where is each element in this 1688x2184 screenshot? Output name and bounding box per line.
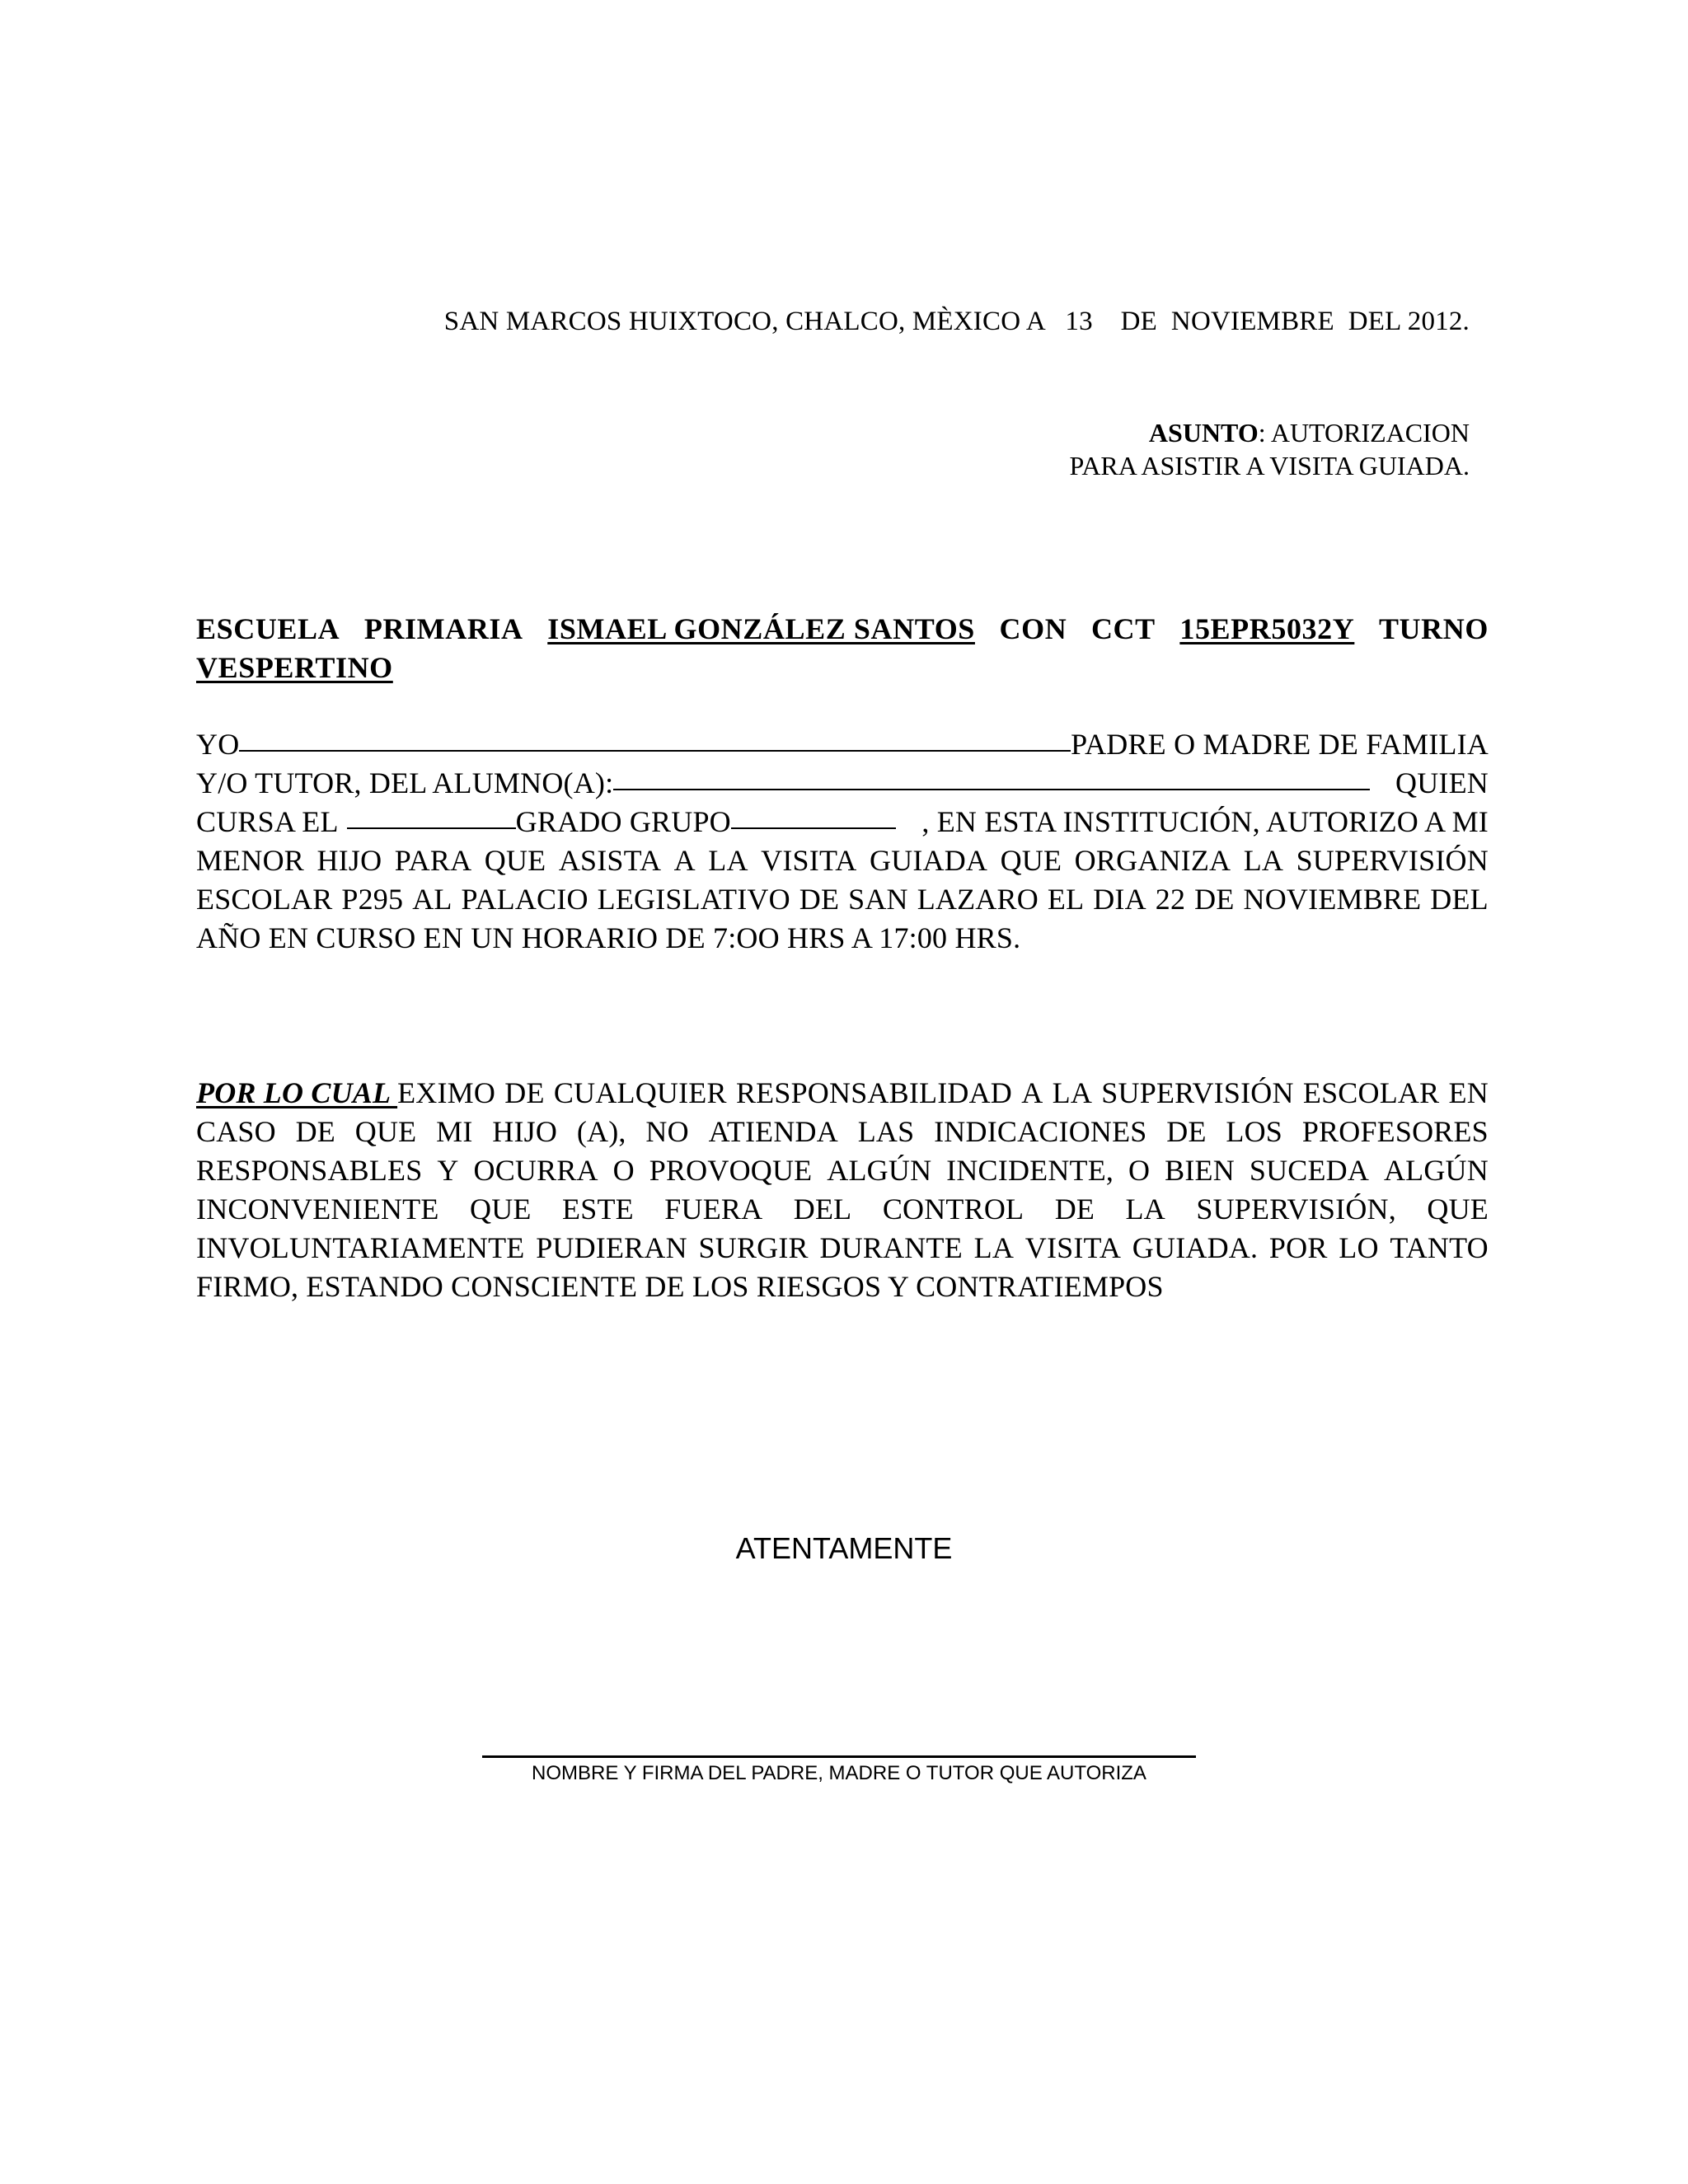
word: ESCOLAR bbox=[196, 883, 333, 916]
word: ESCOLAR bbox=[1302, 1076, 1440, 1109]
yo-label: YO bbox=[196, 728, 240, 761]
word: PALACIO bbox=[461, 883, 588, 916]
word: VISITA bbox=[761, 844, 857, 877]
word: DE bbox=[1194, 883, 1235, 916]
word: SUPERVISIÓN, bbox=[1196, 1193, 1396, 1226]
liability-paragraph bbox=[196, 1074, 1489, 1306]
word: ALGÚN bbox=[1383, 1154, 1489, 1187]
subject-value: : AUTORIZACION bbox=[1258, 418, 1470, 448]
word: QUE bbox=[470, 1193, 532, 1226]
word: O bbox=[612, 1154, 635, 1187]
word: DE bbox=[295, 1115, 335, 1148]
word: SUPERVISIÓN bbox=[1296, 844, 1489, 877]
paragraph-line bbox=[196, 725, 1489, 764]
word: INCIDENTE, bbox=[946, 1154, 1114, 1187]
word: LA bbox=[1243, 844, 1284, 877]
word: BIEN bbox=[1165, 1154, 1235, 1187]
paragraph-line bbox=[196, 841, 1489, 880]
grade-field[interactable] bbox=[347, 803, 516, 829]
por-lo-cual: POR LO CUAL bbox=[196, 1076, 398, 1109]
word: PARA bbox=[394, 844, 472, 877]
word: LA bbox=[708, 844, 748, 877]
word: TANTO bbox=[1390, 1231, 1489, 1264]
word: POR bbox=[1268, 1231, 1328, 1264]
paragraph-line bbox=[196, 1074, 1489, 1113]
word: DEL bbox=[793, 1193, 852, 1226]
word: ORGANIZA bbox=[1074, 844, 1231, 877]
word: INVOLUNTARIAMENTE bbox=[196, 1231, 525, 1264]
word: A bbox=[673, 844, 696, 877]
subject-block bbox=[1069, 416, 1470, 482]
word: LEGISLATIVO bbox=[597, 883, 790, 916]
word: QUE bbox=[354, 1115, 417, 1148]
word: AL bbox=[412, 883, 452, 916]
paragraph-line bbox=[196, 880, 1489, 919]
signature-line[interactable] bbox=[482, 1755, 1196, 1758]
word: EXIMO bbox=[397, 1076, 496, 1109]
word: FUERA bbox=[664, 1193, 763, 1226]
word: HIJO bbox=[316, 844, 382, 877]
school-cct: 15EPR5032Y bbox=[1179, 612, 1355, 645]
word: LAZARO bbox=[917, 883, 1039, 916]
school-word: ESCUELA bbox=[196, 612, 340, 645]
word: DIA bbox=[1093, 883, 1146, 916]
paragraph-line: FIRMO, ESTANDO CONSCIENTE DE LOS RIESGOS Y CONTRATIEMPOS bbox=[196, 1270, 1164, 1303]
group-field[interactable] bbox=[731, 803, 896, 829]
tutor-label: Y/O TUTOR, DEL ALUMNO(A): bbox=[196, 766, 614, 799]
word: MI bbox=[436, 1115, 473, 1148]
signature-caption: NOMBRE Y FIRMA DEL PADRE, MADRE O TUTOR QUE AUTORIZA bbox=[532, 1762, 1146, 1784]
word: CUALQUIER bbox=[553, 1076, 727, 1109]
word: PROFESORES bbox=[1301, 1115, 1489, 1148]
quien-label: QUIEN bbox=[1395, 766, 1489, 799]
word: LO bbox=[1339, 1231, 1379, 1264]
student-name-field[interactable] bbox=[613, 764, 1370, 790]
word: EL bbox=[1047, 883, 1085, 916]
word: CONTROL bbox=[882, 1193, 1025, 1226]
authorization-paragraph bbox=[196, 725, 1489, 958]
grado-grupo-label: GRADO GRUPO bbox=[515, 805, 731, 838]
word: SUCEDA bbox=[1249, 1154, 1370, 1187]
paragraph-line: AÑO EN CURSO EN UN HORARIO DE 7:OO HRS A 17:00 HRS. bbox=[196, 921, 1021, 954]
word: LA bbox=[1052, 1076, 1093, 1109]
word: NO bbox=[645, 1115, 689, 1148]
word: QUE bbox=[1427, 1193, 1489, 1226]
word: LA bbox=[973, 1231, 1015, 1264]
word: GUIADA. bbox=[1132, 1231, 1259, 1264]
word: (A), bbox=[576, 1115, 626, 1148]
word: PUDIERAN bbox=[536, 1231, 687, 1264]
school-word: TURNO bbox=[1378, 612, 1489, 645]
word: ATIENDA bbox=[708, 1115, 838, 1148]
word: QUE bbox=[484, 844, 546, 877]
paragraph-line bbox=[196, 1190, 1489, 1229]
word: ASISTA bbox=[558, 844, 662, 877]
paragraph-line bbox=[196, 1113, 1489, 1151]
cursa-label: CURSA EL bbox=[196, 805, 339, 838]
date-line: SAN MARCOS HUIXTOCO, CHALCO, MÈXICO A 13 DE NOVIEMBRE DEL 2012. bbox=[443, 307, 1470, 336]
word: DURANTE bbox=[819, 1231, 963, 1264]
word: 22 bbox=[1155, 883, 1186, 916]
school-heading bbox=[196, 610, 1489, 687]
word: RESPONSABILIDAD bbox=[735, 1076, 1012, 1109]
word: PROVOQUE bbox=[649, 1154, 813, 1187]
subject-line-2: PARA ASISTIR A VISITA GUIADA. bbox=[1069, 451, 1470, 480]
word: NOVIEMBRE bbox=[1243, 883, 1422, 916]
school-name: ISMAEL GONZÁLEZ SANTOS bbox=[547, 612, 975, 645]
word: OCURRA bbox=[473, 1154, 598, 1187]
paragraph-line bbox=[196, 764, 1489, 803]
subject-line-1 bbox=[1069, 416, 1470, 449]
parent-name-field[interactable] bbox=[239, 725, 1071, 752]
word: CASO bbox=[196, 1115, 276, 1148]
word: ALGÚN bbox=[827, 1154, 932, 1187]
school-heading-line-1 bbox=[196, 610, 1489, 649]
word: INCONVENIENTE bbox=[196, 1193, 439, 1226]
paragraph-line bbox=[196, 1151, 1489, 1190]
school-shift: VESPERTINO bbox=[196, 651, 393, 684]
word: ESTE bbox=[562, 1193, 634, 1226]
word: INDICACIONES bbox=[934, 1115, 1147, 1148]
school-word: CON bbox=[999, 612, 1067, 645]
word: LAS bbox=[857, 1115, 915, 1148]
word: DE bbox=[799, 883, 840, 916]
paragraph-line bbox=[196, 803, 1489, 841]
school-heading-line-2 bbox=[196, 649, 1489, 687]
word: SURGIR bbox=[698, 1231, 809, 1264]
word: DE bbox=[504, 1076, 545, 1109]
lead-group bbox=[196, 1074, 495, 1113]
word: RESPONSABLES bbox=[196, 1154, 423, 1187]
institucion-text: , EN ESTA INSTITUCIÓN, AUTORIZO A MI bbox=[921, 805, 1489, 838]
subject-label: ASUNTO bbox=[1148, 418, 1259, 448]
word: O bbox=[1128, 1154, 1151, 1187]
word: DEL bbox=[1430, 883, 1489, 916]
closing-atentamente: ATENTAMENTE bbox=[735, 1531, 953, 1565]
word: SUPERVISIÓN bbox=[1101, 1076, 1294, 1109]
word: DE bbox=[1166, 1115, 1207, 1148]
word: DE bbox=[1054, 1193, 1095, 1226]
word: EN bbox=[1448, 1076, 1489, 1109]
word: QUE bbox=[1000, 844, 1062, 877]
padre-label: PADRE O MADRE DE FAMILIA bbox=[1071, 728, 1489, 761]
word: LOS bbox=[1226, 1115, 1283, 1148]
word: VISITA bbox=[1025, 1231, 1122, 1264]
word: GUIADA bbox=[869, 844, 988, 877]
word: Y bbox=[437, 1154, 459, 1187]
word: A bbox=[1021, 1076, 1043, 1109]
school-word: CCT bbox=[1090, 612, 1156, 645]
word: LA bbox=[1125, 1193, 1165, 1226]
word: HIJO bbox=[492, 1115, 558, 1148]
word: P295 bbox=[341, 883, 404, 916]
paragraph-line bbox=[196, 1229, 1489, 1268]
word: MENOR bbox=[196, 844, 305, 877]
school-word: PRIMARIA bbox=[363, 612, 523, 645]
word: SAN bbox=[848, 883, 908, 916]
